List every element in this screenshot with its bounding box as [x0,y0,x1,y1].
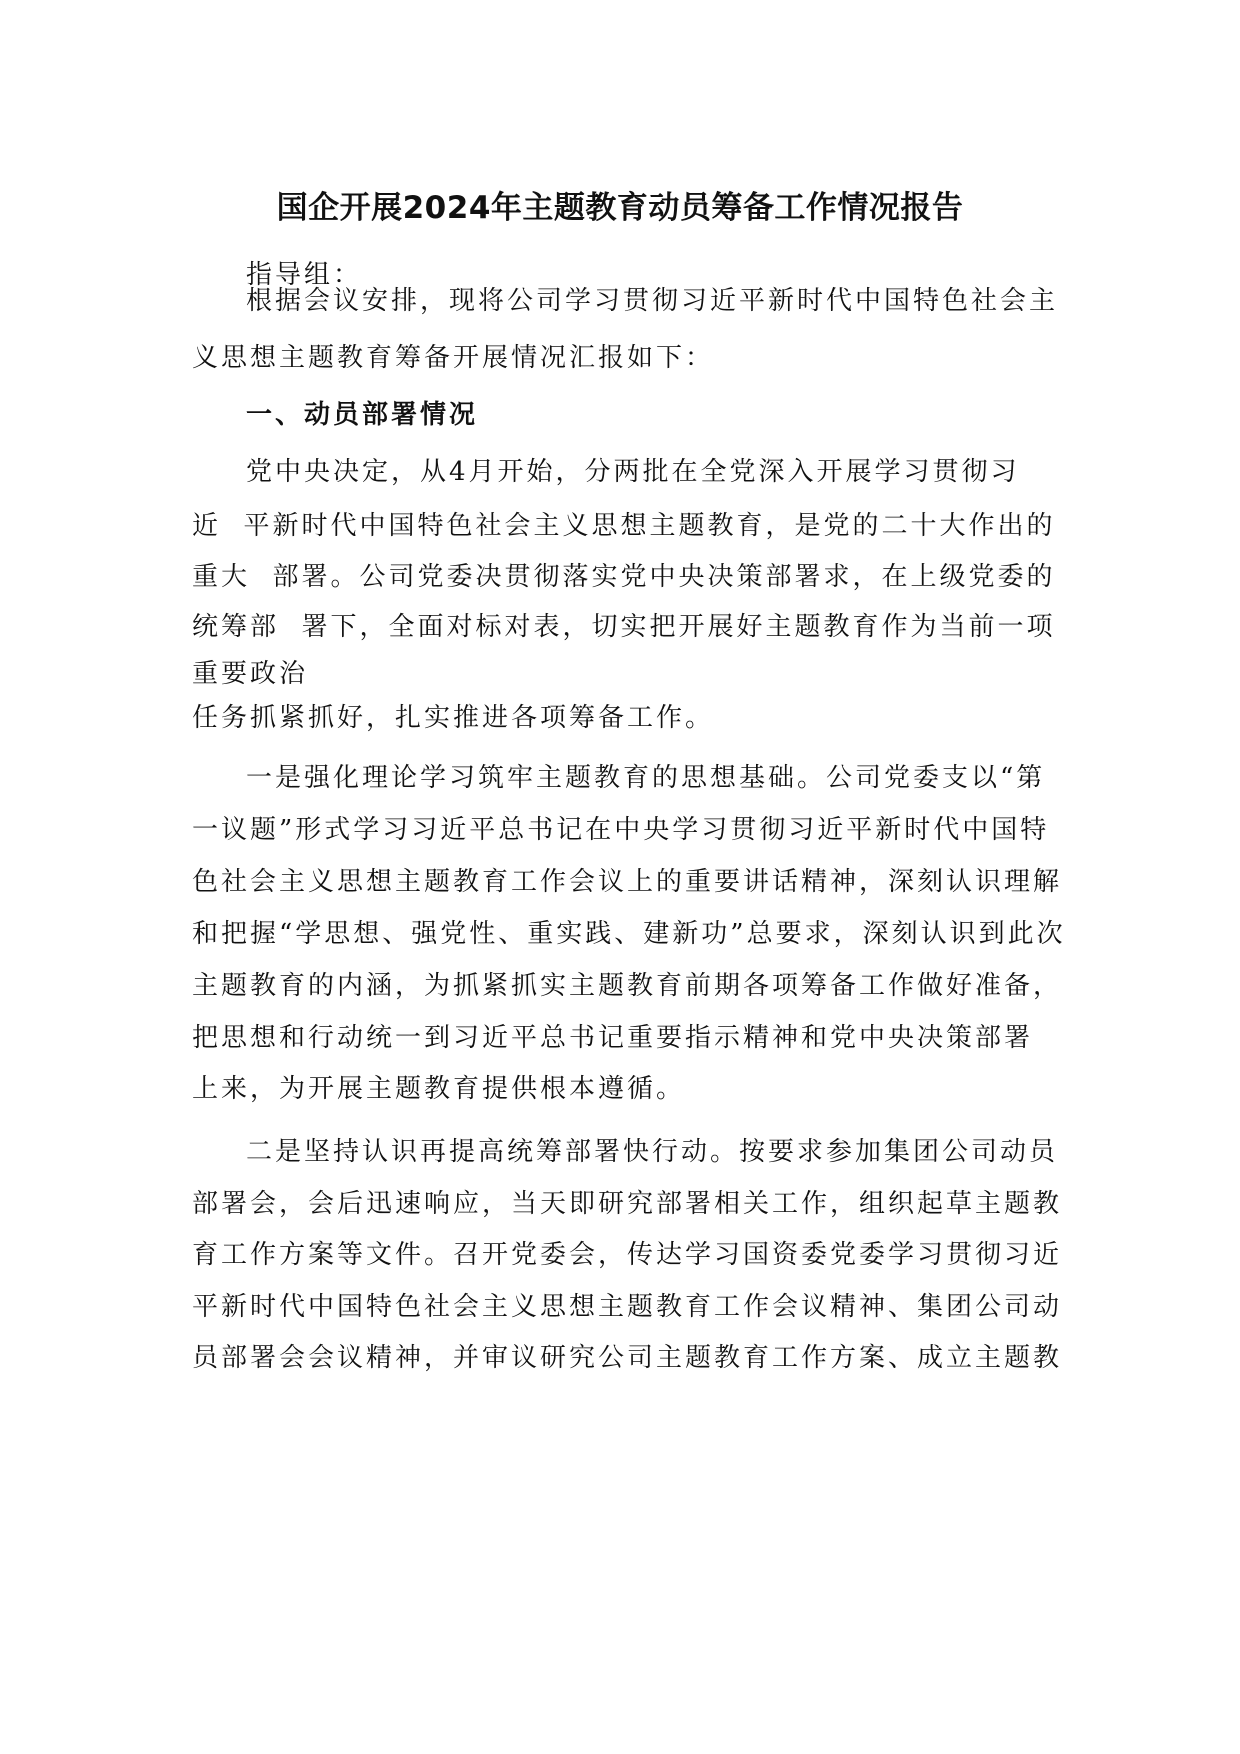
section-heading-1: 一、动员部署情况 [246,400,479,430]
p2-line-3: 色社会主义思想主题教育工作会议上的重要讲话精神，深刻认识理解 [192,867,1063,897]
p1-line-3: 重大 部署。公司党委决贯彻落实党中央决策部署求，在上级党委的 [192,562,1056,592]
intro-line-1: 根据会议安排，现将公司学习贯彻习近平新时代中国特色社会主 [246,286,1059,316]
p3-line-2: 部署会，会后迅速响应，当天即研究部署相关工作，组织起草主题教 [192,1189,1063,1219]
p1-line-5: 重要政治 [192,659,309,689]
p2-line-5: 主题教育的内涵，为抓紧抓实主题教育前期各项筹备工作做好准备， [192,971,1063,1001]
p1-line-1: 党中央决定，从4月开始，分两批在全党深入开展学习贯彻习 [246,457,1020,487]
p3-line-3: 育工作方案等文件。召开党委会，传达学习国资委党委学习贯彻习近 [192,1240,1063,1270]
p2-line-6: 把思想和行动统一到习近平总书记重要指示精神和党中央决策部署 [192,1023,1034,1053]
p1-line-6: 任务抓紧抓好，扎实推进各项筹备工作。 [192,703,715,733]
p2-line-7: 上来，为开展主题教育提供根本遵循。 [192,1074,686,1104]
p2-line-1: 一是强化理论学习筑牢主题教育的思想基础。公司党委支以“第 [246,763,1046,793]
document-title: 国企开展2024年主题教育动员筹备工作情况报告 [276,190,964,226]
salutation: 指导组： [246,260,363,290]
intro-line-2: 义思想主题教育筹备开展情况汇报如下： [192,343,715,373]
p3-line-1: 二是坚持认识再提高统筹部署快行动。按要求参加集团公司动员 [246,1137,1059,1167]
p2-line-2: 一议题”形式学习习近平总书记在中央学习贯彻习近平新时代中国特 [192,815,1050,845]
p3-line-4: 平新时代中国特色社会主义思想主题教育工作会议精神、集团公司动 [192,1292,1063,1322]
p1-line-4: 统筹部 署下，全面对标对表，切实把开展好主题教育作为当前一项 [192,612,1056,642]
p3-line-5: 员部署会会议精神，并审议研究公司主题教育工作方案、成立主题教 [192,1343,1063,1373]
p1-line-2: 近 平新时代中国特色社会主义思想主题教育，是党的二十大作出的 [192,511,1056,541]
p2-line-4: 和把握“学思想、强党性、重实践、建新功”总要求，深刻认识到此次 [192,919,1066,949]
